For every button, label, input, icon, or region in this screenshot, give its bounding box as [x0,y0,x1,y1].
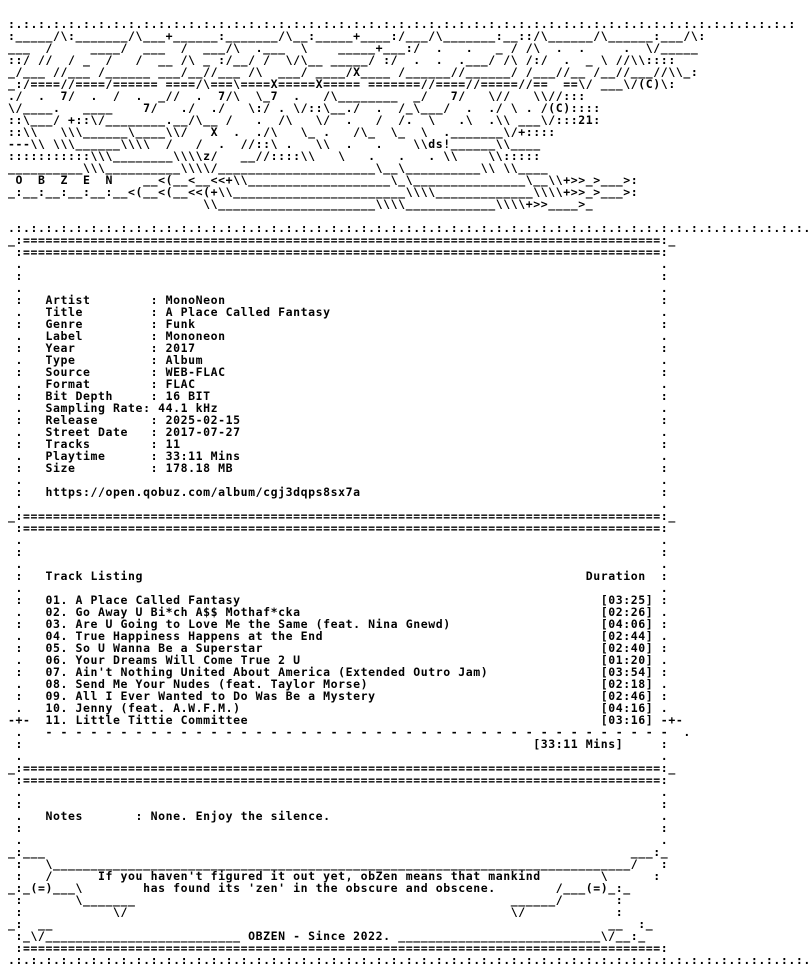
nfo-line: . Playtime : 33:11 Mins . [8,449,676,463]
nfo-line: . . [8,785,676,799]
nfo-line: : Year : 2017 : [8,341,676,355]
nfo-line: _:=====================================================================================:_ [8,233,676,247]
nfo-line: -+- 11. Little Tittie Committee [03:16] -+- [8,713,684,727]
nfo-line: . 06. Your Dreams Will Come True 2 U [01:20] . [8,653,676,667]
nfo-line: _:=====================================================================================:_ [8,509,676,523]
nfo-line: ___ / ____/ ___ / ___/\ .___ \ _____+___:/ . . _ / /\ . . . \/_____ [8,41,699,55]
nfo-line: ./ . 7/ . / . _// . 7/\ \_7 . /\________ _/ 7/ \// \\//::: [8,89,586,103]
nfo-line: . 02. Go Away U Bi*ch A$$ Mothaf*cka [02:26] . [8,605,676,619]
nfo-line: . Format : FLAC . [8,377,676,391]
nfo-line: : Size : 178.18 MB : [8,461,676,475]
nfo-line: ::/ // / _ / / __ /\ _ :/__/ / \/\__ _____/ :/ . . .___/ /\ /:/ . _ \ //\\:::: [8,53,676,67]
nfo-line: : Source : WEB-FLAC : [8,365,676,379]
nfo-line: : \/ \/ : [8,905,631,919]
nfo-line: :=====================================================================================: [8,245,676,259]
nfo-line: _:/====//====/====== ====/\===\====X=====X===== =======//====//=====//== ==\/ ___\/(C)\: [8,77,676,91]
nfo-line: : \_____________________________________________________________________________/ : [8,857,676,871]
nfo-line[interactable]: : https://open.qobuz.com/album/cgj3dqps8sx7a : [8,485,676,499]
nfo-line: : Bit Depth : 16 BIT : [8,389,676,403]
nfo-line: . Label : Mononeon . [8,329,676,343]
nfo-line: . Street Date : 2017-07-27 . [8,425,676,439]
nfo-line: : [33:11 Mins] : [8,737,676,751]
nfo-document [8,18,811,966]
nfo-line: : Genre : Funk : [8,317,676,331]
nfo-line: : : [8,797,676,811]
nfo-line: . Title : A Place Called Fantasy . [8,305,676,319]
nfo-line: __________\\\__________\\\\/_____________________\__\__________\\ \\____ [8,161,549,175]
nfo-line: : 01. A Place Called Fantasy [03:25] : [8,593,676,607]
nfo-line: . Type : Album . [8,353,676,367]
nfo-line: . . [8,749,676,763]
nfo-line: . . [8,257,676,271]
nfo-line: :_\/__________________________ OBZEN - Since 2022. ___________________________\/__:_ [8,929,646,943]
nfo-line: _:__:__:__:__:__<(__<(__<<(+\\_______________________\\\\_____________\\\\+>>_>___>: [8,185,639,199]
nfo-line: . 04. True Happiness Happens at the End [02:44] . [8,629,676,643]
nfo-line: . . [8,281,676,295]
nfo-line: _: __ __ :_ [8,917,654,931]
nfo-line: : : [8,821,676,835]
nfo-line: :=====================================================================================: [8,773,676,787]
nfo-line: : / If you haven't figured it out yet, obZen means that mankind \ : [8,869,669,883]
nfo-line: : Tracks : 11 : [8,437,676,451]
nfo-line: O B Z E N __<(__<__<<+\\___________________\_\_______________\__\\+>>_>___>: [8,173,639,187]
nfo-line: : Artist : MonoNeon : [8,293,676,307]
nfo-line: : 03. Are U Going to Love Me the Same (feat. Nina Gnewd) [04:06] : [8,617,676,631]
nfo-line: : : [8,269,676,283]
nfo-line: : Release : 2025-02-15 : [8,413,676,427]
nfo-line: : 09. All I Ever Wanted to Do Was Be a Mystery [02:46] : [8,689,676,703]
nfo-line: _:=====================================================================================:_ [8,761,676,775]
nfo-line: . . [8,833,676,847]
nfo-line: :_____/\:_______/\___+______:_______/\__:_____+____:/___/\_______:__::/\______/\______:___/\: [8,29,706,43]
nfo-line: : \_______ ______/ : [8,893,631,907]
nfo-line: . . [8,473,676,487]
nfo-line: \\_____________________\\\\____________\\\\+>>____>_ [8,197,594,211]
nfo-line: :::::::::::\\\________\\\\z/ __//::::\\ \ . . . \\ \\::::: [8,149,541,163]
nfo-line: :.:.:.:.:.:.:.:.:.:.:.:.:.:.:.:.:.:.:.:.:.:.:.:.:.:.:.:.:.:.:.:.:.:.:.:.:.:.:.:.:.:.:.:.:.:.:.:.:.:.:.:.: [8,17,796,31]
nfo-line: \/____. ____ 7/ ./ ./ \:/ . \/::\__./ . /_\___/ . ./ \ . /(C):::: [8,101,601,115]
nfo-line: . Notes : None. Enjoy the silence. . [8,809,676,823]
nfo-line: . . [8,533,676,547]
nfo-line: . . [8,557,676,571]
nfo-line: _/___ //___ /______ ___/__//___ /\ ___/ ____/X____ /______//______/ /___//__ /__//___//\\_: [8,65,699,79]
nfo-line: _:___ ___:_ [8,845,669,859]
nfo-line: ---\\ \\\______\\\\ / / . //::\ . \\ . . \\ds!______\\____ [8,137,541,151]
nfo-line: _:_(=)___\ has found its 'zen' in the obscure and obscene. /___(=)_:_ [8,881,631,895]
nfo-line: . - - - - - - - - - - - - - - - - - - - - - - - - - - - - - - - - - - - - - - - - - - . [8,725,699,739]
nfo-line: : : [8,545,676,559]
nfo-line: : Track Listing Duration : [8,569,676,583]
nfo-line: . 10. Jenny (feat. A.W.F.M.) [04:16] . [8,701,676,715]
nfo-line: . . [8,581,676,595]
nfo-line: :=====================================================================================: [8,521,676,535]
nfo-line: . Sampling Rate: 44.1 kHz . [8,401,676,415]
nfo-line: .:.:.:.:.:.:.:.:.:.:.:.:.:.:.:.:.:.:.:.:.:.:.:.:.:.:.:.:.:.:.:.:.:.:.:.:.:.:.:.:.:.:.:.:.:.:.:.:.:.:.:.:.:. [8,953,811,967]
nfo-line: :=====================================================================================: [8,941,676,955]
nfo-line: : 07. Ain't Nothing United About America (Extended Outro Jam) [03:54] : [8,665,676,679]
nfo-line: . . [8,497,676,511]
nfo-line: ::\___/ +::\/________.__/\__ / . /\ \/ . / /. \ .\ .\\ ___\/:::21: [8,113,601,127]
nfo-line: ::\\ \\\______\____\\/ X . ./\ \_ . /\_ \_ \ ._______\/+:::: [8,125,556,139]
nfo-line: : 05. So U Wanna Be a Superstar [02:40] : [8,641,676,655]
nfo-line: . 08. Send Me Your Nudes (feat. Taylor Morse) [02:18] . [8,677,676,691]
nfo-line: .:.:.:.:.:.:.:.:.:.:.:.:.:.:.:.:.:.:.:.:.:.:.:.:.:.:.:.:.:.:.:.:.:.:.:.:.:.:.:.:.:.:.:.:.:.:.:.:.:.:.:.:.:. [8,221,811,235]
